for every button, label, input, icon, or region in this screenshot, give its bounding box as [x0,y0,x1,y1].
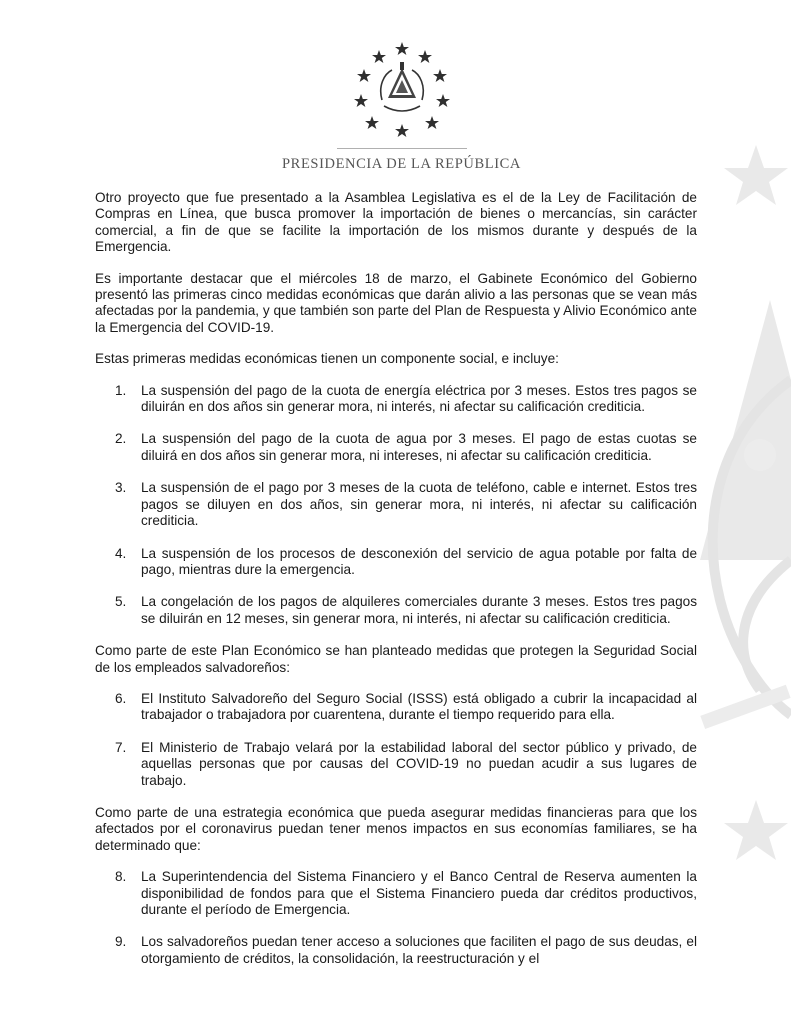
list-number: 7. [115,739,127,755]
list-item [95,934,697,967]
paragraph: Otro proyecto que fue presentado a la Asamblea Legislativa es el de la Ley de Facilitación de Compras en Línea, que busca promover la importación de bienes o mercancías, sin carácter comercial, a fin de que se facilite la importación de los mismos durante y después de la Emergencia. [95,190,697,255]
paragraph: Como parte de una estrategia económica que pueda asegurar medidas financieras para que los afectados por el coronavirus puedan tener menos impactos en sus economías familiares, se ha determinado que: [95,804,697,853]
list-text: El Instituto Salvadoreño del Seguro Social (ISSS) está obligado a cubrir la incapacidad al trabajador o trabajadora por cuarentena, durante el tiempo requerido para ella. [141,690,697,723]
list-text: La suspensión del pago de la cuota de energía eléctrica por 3 meses. Estos tres pagos se diluirán en dos años sin generar mora, ni interés, ni afectar su calificación crediticia. [141,382,697,415]
measures-list-2 [95,691,697,789]
letterhead [0,40,791,173]
list-text: La congelación de los pagos de alquileres comerciales durante 3 meses. Estos tres pagos se diluirán en 12 meses, sin generar mora, ni interés, ni afectar su calificación crediticia. [141,594,697,626]
list-number: 2. [115,431,127,447]
list-number: 3. [115,480,127,496]
list-number: 6. [115,690,127,706]
document-body [95,190,697,983]
list-item [95,546,697,579]
el-salvador-coat-of-arms-icon [352,40,452,140]
list-text: La suspensión del pago de la cuota de agua por 3 meses. El pago de estas cuotas se diluirá en dos años sin generar mora, ni intereses, ni afectar su calificación crediticia. [141,431,697,463]
measures-list-1 [95,383,697,627]
list-text: La Superintendencia del Sistema Financiero y el Banco Central de Reserva aumenten la disponibilidad de fondos para que el Sistema Financiero pueda dar créditos productivos, durante el período de Emergencia. [141,869,697,917]
paragraph: Estas primeras medidas económicas tienen un componente social, e incluye: [95,351,559,367]
header-rule [337,148,467,149]
list-item [95,480,697,529]
list-number: 8. [115,869,127,885]
list-item [95,691,697,724]
paragraph: Como parte de este Plan Económico se han planteado medidas que protegen la Seguridad Social de los empleados salvadoreños: [95,643,697,675]
list-item [95,594,697,627]
list-text: Los salvadoreños puedan tener acceso a soluciones que faciliten el pago de sus deudas, el otorgamiento de créditos, la consolidación, la reestructuración y el [141,934,697,966]
list-number: 1. [115,382,127,398]
list-item [95,740,697,789]
list-number: 4. [115,545,127,561]
list-item [95,383,697,416]
measures-list-3 [95,869,697,967]
list-text: La suspensión de el pago por 3 meses de la cuota de teléfono, cable e internet. Estos tres pagos se diluyen en dos años, sin generar mora, ni interés, ni afectar su calificación crediticia. [141,480,697,529]
list-text: El Ministerio de Trabajo velará por la estabilidad laboral del sector público y privado, de aquellas personas que por causas del COVID-19 no puedan acudir a sus lugares de trabajo. [141,739,697,788]
paragraph: Es importante destacar que el miércoles 18 de marzo, el Gabinete Económico del Gobierno presentó las primeras cinco medidas económicas que darán alivio a las personas que se vean más afectadas por la pandemia, y que también son parte del Plan de Respuesta y Alivio Económico ante la Emergencia del COVID-19. [95,270,697,335]
list-item [95,431,697,464]
header-title: PRESIDENCIA DE LA REPÚBLICA [282,156,521,172]
list-text: La suspensión de los procesos de desconexión del servicio de agua potable por falta de pago, mientras dure la emergencia. [141,545,697,577]
list-number: 5. [115,594,127,610]
list-number: 9. [115,934,127,950]
list-item [95,869,697,918]
